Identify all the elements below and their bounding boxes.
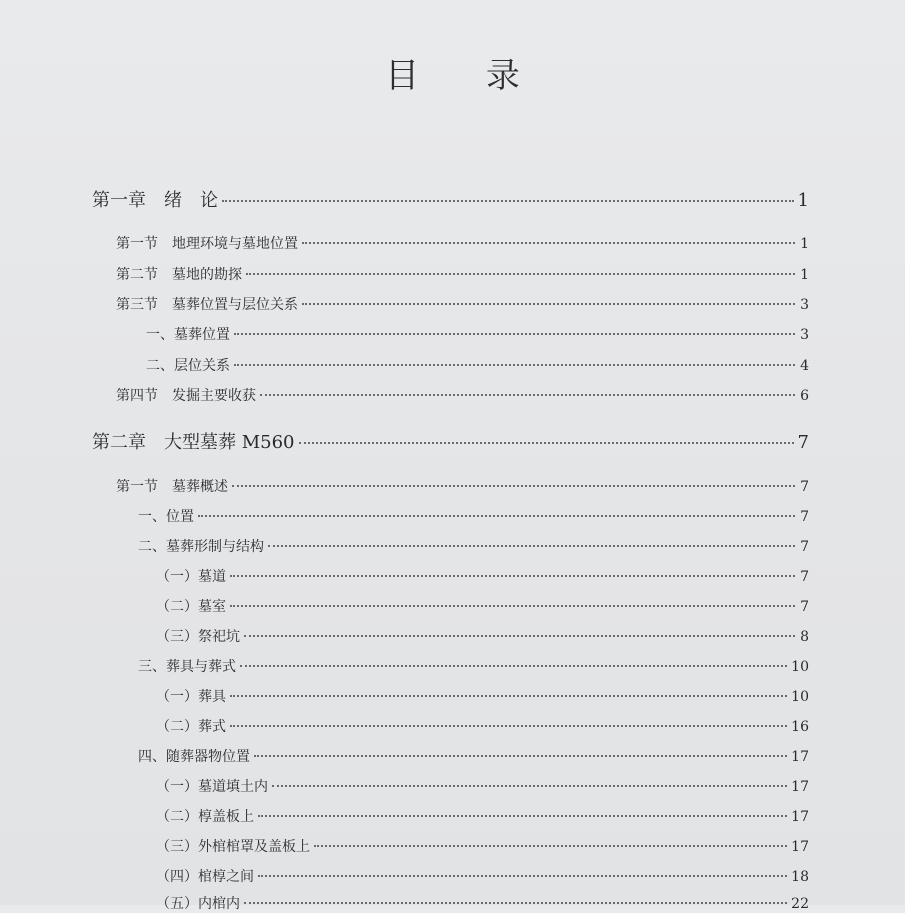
toc-entry-section[interactable] <box>116 294 809 314</box>
toc-entry-label: 第一节 地理环境与墓地位置 <box>116 236 298 252</box>
dot-leader <box>244 635 795 637</box>
toc-entry-label: （四）棺椁之间 <box>156 869 254 885</box>
toc-entry-item[interactable] <box>156 626 809 646</box>
dot-leader <box>258 875 787 877</box>
toc-entry-page: 7 <box>800 569 809 585</box>
dot-leader <box>230 605 795 607</box>
toc-entry-page: 10 <box>791 659 809 675</box>
toc-entry-page: 6 <box>800 388 809 404</box>
toc-entry-subsection[interactable] <box>138 536 809 556</box>
toc-entry-label: （一）墓道填土内 <box>156 779 268 795</box>
toc-entry-page: 3 <box>800 327 809 343</box>
toc-entry-page: 7 <box>800 539 809 555</box>
toc-entry-label: 三、葬具与葬式 <box>138 659 236 675</box>
dot-leader <box>268 545 795 547</box>
dot-leader <box>299 442 794 444</box>
dot-leader <box>246 273 795 275</box>
toc-entry-section[interactable] <box>116 233 809 253</box>
toc-entry-subsection[interactable] <box>138 506 809 526</box>
toc-entry-page: 1 <box>800 267 809 283</box>
toc-entry-page: 16 <box>791 719 809 735</box>
dot-leader <box>258 815 787 817</box>
toc-entry-page: 7 <box>800 509 809 525</box>
toc-entry-page: 7 <box>800 479 809 495</box>
toc-entry-label: 第一章 绪 论 <box>92 190 218 211</box>
toc-entry-page: 7 <box>800 599 809 615</box>
dot-leader <box>230 725 787 727</box>
toc-entry-label: 第一节 墓葬概述 <box>116 479 228 495</box>
toc-entry-page: 17 <box>791 839 809 855</box>
toc-entry-subsection[interactable] <box>138 746 809 766</box>
toc-entry-label: 二、墓葬形制与结构 <box>138 539 264 555</box>
toc-entry-label: 一、墓葬位置 <box>146 327 230 343</box>
toc-entry-page: 17 <box>791 749 809 765</box>
toc-entry-page: 10 <box>791 689 809 705</box>
toc-entry-label: （二）葬式 <box>156 719 226 735</box>
toc-entry-label: （一）墓道 <box>156 569 226 585</box>
toc-entry-item[interactable] <box>156 596 809 616</box>
dot-leader <box>314 845 787 847</box>
toc-entry-page: 17 <box>791 809 809 825</box>
toc-entry-page: 1 <box>797 190 809 211</box>
dot-leader <box>260 394 795 396</box>
toc-entry-subsection[interactable] <box>146 324 809 344</box>
toc-entry-subsection[interactable] <box>138 656 809 676</box>
toc-entry-section[interactable] <box>116 264 809 284</box>
toc-entry-label: 一、位置 <box>138 509 194 525</box>
dot-leader <box>254 755 787 757</box>
toc-entry-label: （三）外棺棺罩及盖板上 <box>156 839 310 855</box>
toc-entry-page: 8 <box>800 629 809 645</box>
toc-entry-item[interactable] <box>156 893 809 913</box>
toc-entry-label: （一）葬具 <box>156 689 226 705</box>
toc-entry-section[interactable] <box>116 385 809 405</box>
toc-entry-label: 第三节 墓葬位置与层位关系 <box>116 297 298 313</box>
dot-leader <box>222 200 794 202</box>
dot-leader <box>232 485 795 487</box>
toc-entry-page: 3 <box>800 297 809 313</box>
dot-leader <box>272 785 787 787</box>
dot-leader <box>234 333 795 335</box>
toc-entry-section[interactable] <box>116 476 809 496</box>
toc-entry-label: （五）内棺内 <box>156 896 240 912</box>
dot-leader <box>244 902 787 904</box>
toc-entry-page: 7 <box>797 432 809 453</box>
toc-entry-label: 第二节 墓地的勘探 <box>116 267 242 283</box>
toc-entry-label: 四、随葬器物位置 <box>138 749 250 765</box>
toc-entry-subsection[interactable] <box>146 355 809 375</box>
toc-entry-page: 17 <box>791 779 809 795</box>
toc-entry-item[interactable] <box>156 866 809 886</box>
toc-entry-label: （三）祭祀坑 <box>156 629 240 645</box>
dot-leader <box>230 575 795 577</box>
dot-leader <box>302 303 795 305</box>
dot-leader <box>198 515 795 517</box>
toc-entry-label: （二）椁盖板上 <box>156 809 254 825</box>
toc-entry-page: 1 <box>800 236 809 252</box>
toc-entry-item[interactable] <box>156 716 809 736</box>
toc-entry-item[interactable] <box>156 776 809 796</box>
toc-entry-label: 第二章 大型墓葬 M560 <box>92 432 295 453</box>
dot-leader <box>230 695 787 697</box>
toc-entry-page: 4 <box>800 358 809 374</box>
toc-entry-chapter-1[interactable] <box>92 186 809 212</box>
page-title: 目 录 <box>385 56 548 96</box>
toc-entry-item[interactable] <box>156 686 809 706</box>
toc-entry-item[interactable] <box>156 806 809 826</box>
toc-entry-page: 22 <box>791 896 809 912</box>
dot-leader <box>240 665 787 667</box>
dot-leader <box>302 242 795 244</box>
toc-entry-label: （二）墓室 <box>156 599 226 615</box>
toc-entry-page: 18 <box>791 869 809 885</box>
toc-entry-label: 二、层位关系 <box>146 358 230 374</box>
toc-entry-label: 第四节 发掘主要收获 <box>116 388 256 404</box>
dot-leader <box>234 364 795 366</box>
toc-entry-item[interactable] <box>156 836 809 856</box>
toc-entry-chapter-2[interactable] <box>92 428 809 454</box>
toc-entry-item[interactable] <box>156 566 809 586</box>
